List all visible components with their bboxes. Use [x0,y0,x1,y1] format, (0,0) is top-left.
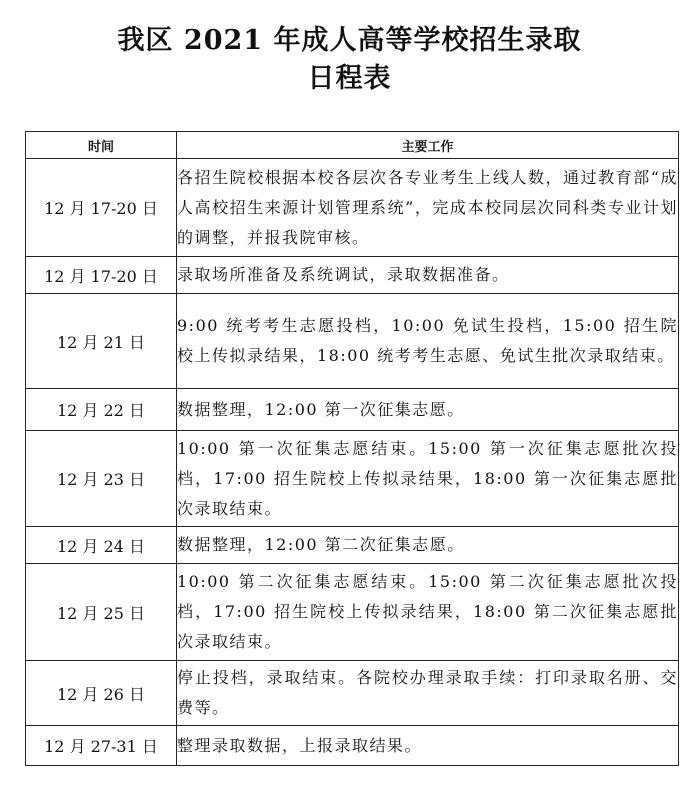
row-date: 12 月 23 日 [26,431,177,527]
table-row [26,661,679,726]
title-line-1: 我区 2021 年成人高等学校招生录取 [117,25,582,56]
row-date: 12 月 21 日 [26,294,177,389]
title-line-2: 日程表 [307,63,392,94]
table-row [26,257,679,294]
header-date: 时间 [26,132,177,159]
table-row [26,726,679,766]
row-work: 各招生院校根据本校各层次各专业考生上线人数，通过教育部“成人高校招生来源计划管理系统”，完成本校同层次同科类专业计划的调整，并报我院审核。 [177,159,679,257]
table-row [26,294,679,389]
table-row [26,564,679,661]
row-date: 12 月 22 日 [26,389,177,431]
row-date: 12 月 26 日 [26,661,177,726]
table-row [26,527,679,564]
table-row [26,159,679,257]
table-row [26,431,679,527]
row-work: 停止投档，录取结束。各院校办理录取手续：打印录取名册、交费等。 [177,661,679,726]
table-header-row [26,132,679,159]
row-work: 数据整理，12:00 第二次征集志愿。 [177,527,679,564]
row-date: 12 月 24 日 [26,527,177,564]
row-date: 12 月 17-20 日 [26,257,177,294]
document-title [0,22,699,98]
schedule-table [25,131,679,766]
row-work: 10:00 第二次征集志愿结束。15:00 第二次征集志愿批次投档，17:00 招生院校上传拟录结果，18:00 第二次征集志愿批次录取结束。 [177,564,679,661]
header-work: 主要工作 [177,132,679,159]
table-row [26,389,679,431]
row-date: 12 月 25 日 [26,564,177,661]
row-work: 数据整理，12:00 第一次征集志愿。 [177,389,679,431]
row-work: 录取场所准备及系统调试，录取数据准备。 [177,257,679,294]
row-work: 整理录取数据，上报录取结果。 [177,726,679,766]
row-date: 12 月 27-31 日 [26,726,177,766]
row-work: 9:00 统考考生志愿投档，10:00 免试生投档，15:00 招生院校上传拟录结果，18:00 统考考生志愿、免试生批次录取结束。 [177,294,679,389]
row-date: 12 月 17-20 日 [26,159,177,257]
row-work: 10:00 第一次征集志愿结束。15:00 第一次征集志愿批次投档，17:00 招生院校上传拟录结果，18:00 第一次征集志愿批次录取结束。 [177,431,679,527]
